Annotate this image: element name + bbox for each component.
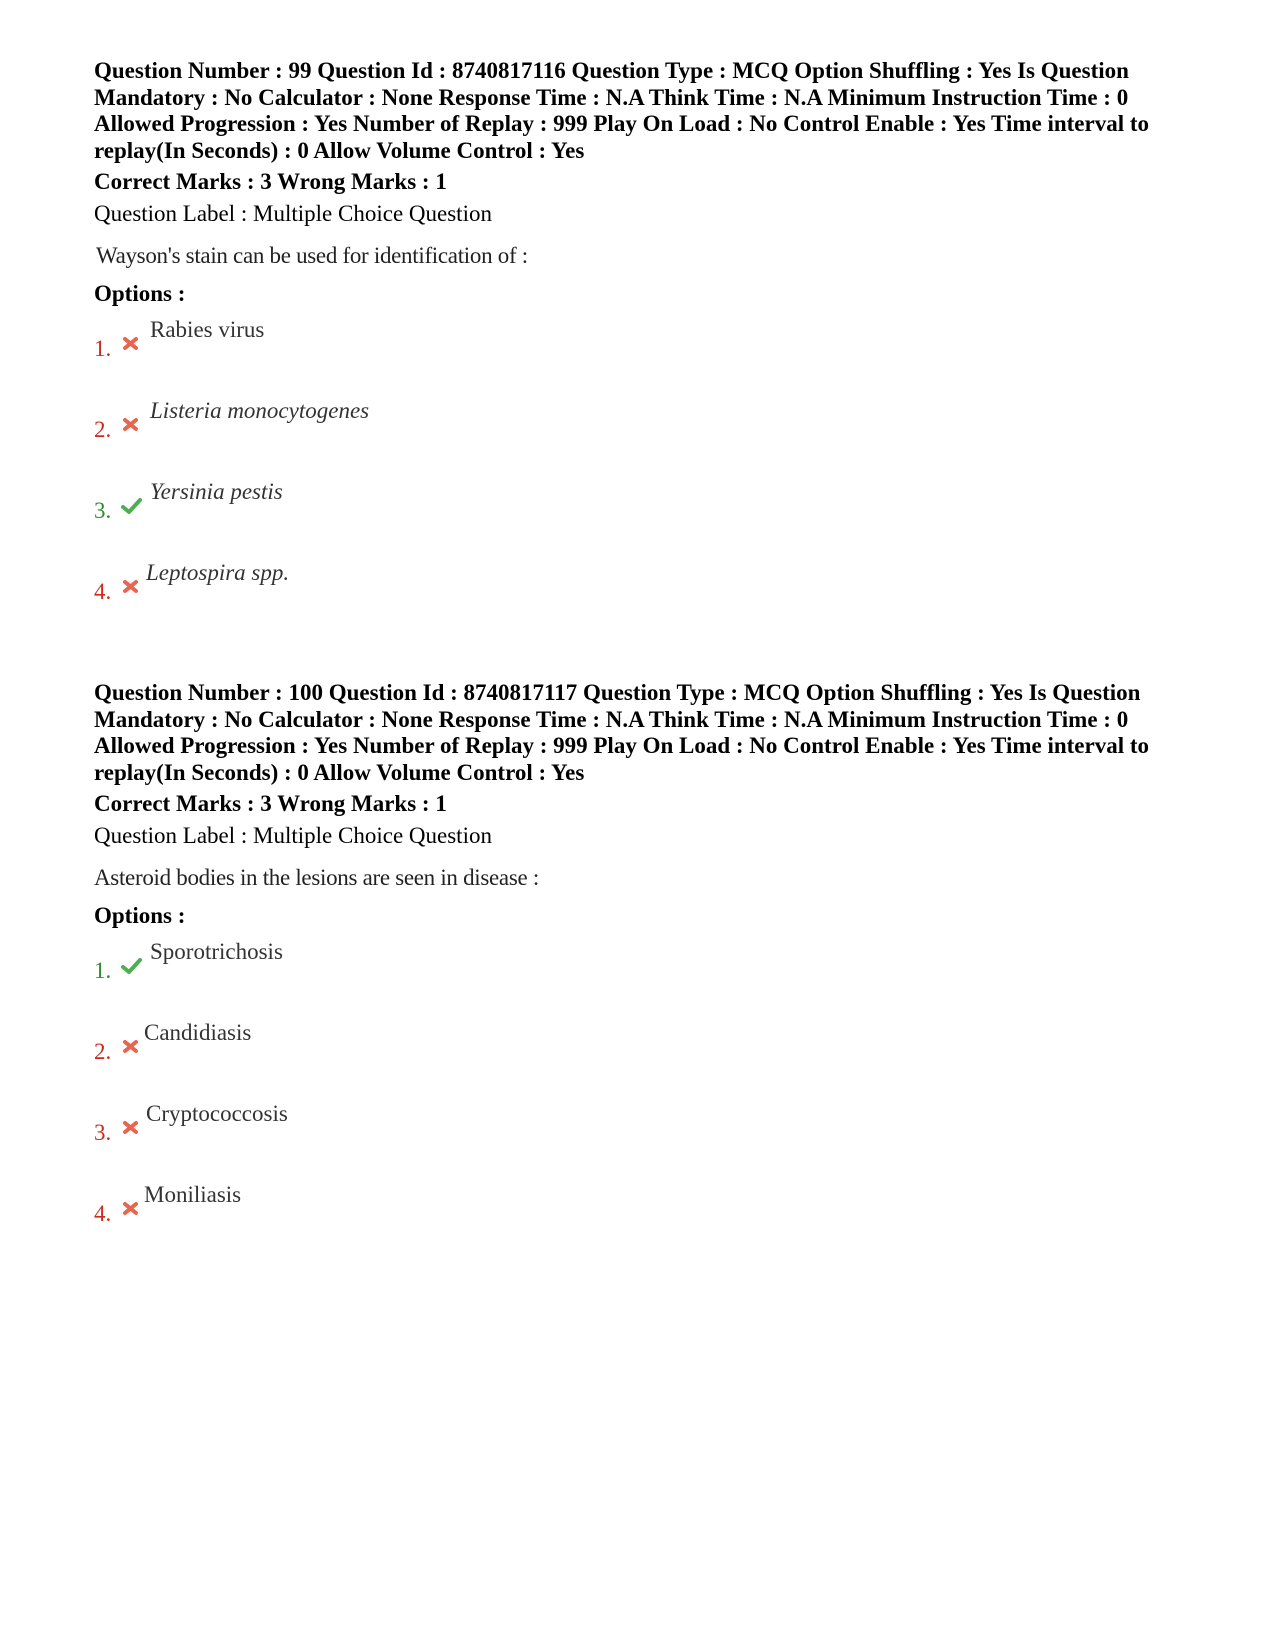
option-number: 1. — [94, 958, 112, 983]
option-text: Sporotrichosis — [150, 939, 283, 964]
option-number: 3. — [94, 498, 112, 523]
check-icon — [120, 955, 142, 977]
question-text: Asteroid bodies in the lesions are seen in disease : — [94, 865, 539, 890]
option-item — [94, 560, 1194, 641]
question-marks: Correct Marks : 3 Wrong Marks : 1 — [94, 791, 447, 816]
options-list — [94, 939, 1194, 1263]
option-number: 2. — [94, 417, 112, 442]
option-number: 3. — [94, 1120, 112, 1145]
cross-icon — [120, 333, 142, 355]
option-item — [94, 317, 1194, 398]
question-text: Wayson's stain can be used for identification of : — [96, 243, 528, 268]
options-title: Options : — [94, 903, 186, 928]
question-block-100 — [94, 680, 1194, 1263]
cross-icon — [120, 1117, 142, 1139]
option-number: 4. — [94, 579, 112, 604]
check-icon — [120, 495, 142, 517]
option-text: Candidiasis — [144, 1020, 252, 1045]
option-text: Cryptococcosis — [146, 1101, 288, 1126]
option-number: 2. — [94, 1039, 112, 1064]
question-block-99 — [94, 58, 1194, 641]
option-text: Rabies virus — [150, 317, 265, 342]
option-item — [94, 939, 1194, 1020]
cross-icon — [120, 576, 142, 598]
question-meta: Question Number : 99 Question Id : 8740817116 Question Type : MCQ Option Shuffling : Yes Is Question Mandatory : No Calculator : None Response Time : N.A Think Time : N.A Minimum Instruction Time : 0 Allowed Progression : Yes Number of Replay : 999 Play On Load : No Control Enable : Yes Time interval to replay(In Seconds) : 0 Allow Volume Control : Yes — [94, 58, 1150, 163]
option-text: Moniliasis — [144, 1182, 242, 1207]
cross-icon — [120, 1036, 142, 1058]
option-number: 4. — [94, 1201, 112, 1226]
option-number: 1. — [94, 336, 112, 361]
option-item — [94, 1020, 1194, 1101]
cross-icon — [120, 414, 142, 436]
option-text: Leptospira spp. — [146, 560, 290, 585]
option-item — [94, 479, 1194, 560]
question-marks: Correct Marks : 3 Wrong Marks : 1 — [94, 169, 447, 194]
options-list — [94, 317, 1194, 641]
cross-icon — [120, 1198, 142, 1220]
question-meta: Question Number : 100 Question Id : 8740817117 Question Type : MCQ Option Shuffling : Yes Is Question Mandatory : No Calculator : None Response Time : N.A Think Time : N.A Minimum Instruction Time : 0 Allowed Progression : Yes Number of Replay : 999 Play On Load : No Control Enable : Yes Time interval to replay(In Seconds) : 0 Allow Volume Control : Yes — [94, 680, 1150, 785]
options-title: Options : — [94, 281, 186, 306]
option-item — [94, 1101, 1194, 1182]
option-item — [94, 1182, 1194, 1263]
question-label: Question Label : Multiple Choice Question — [94, 201, 492, 226]
option-text: Yersinia pestis — [150, 479, 283, 504]
question-label: Question Label : Multiple Choice Question — [94, 823, 492, 848]
option-text: Listeria monocytogenes — [150, 398, 370, 423]
option-item — [94, 398, 1194, 479]
